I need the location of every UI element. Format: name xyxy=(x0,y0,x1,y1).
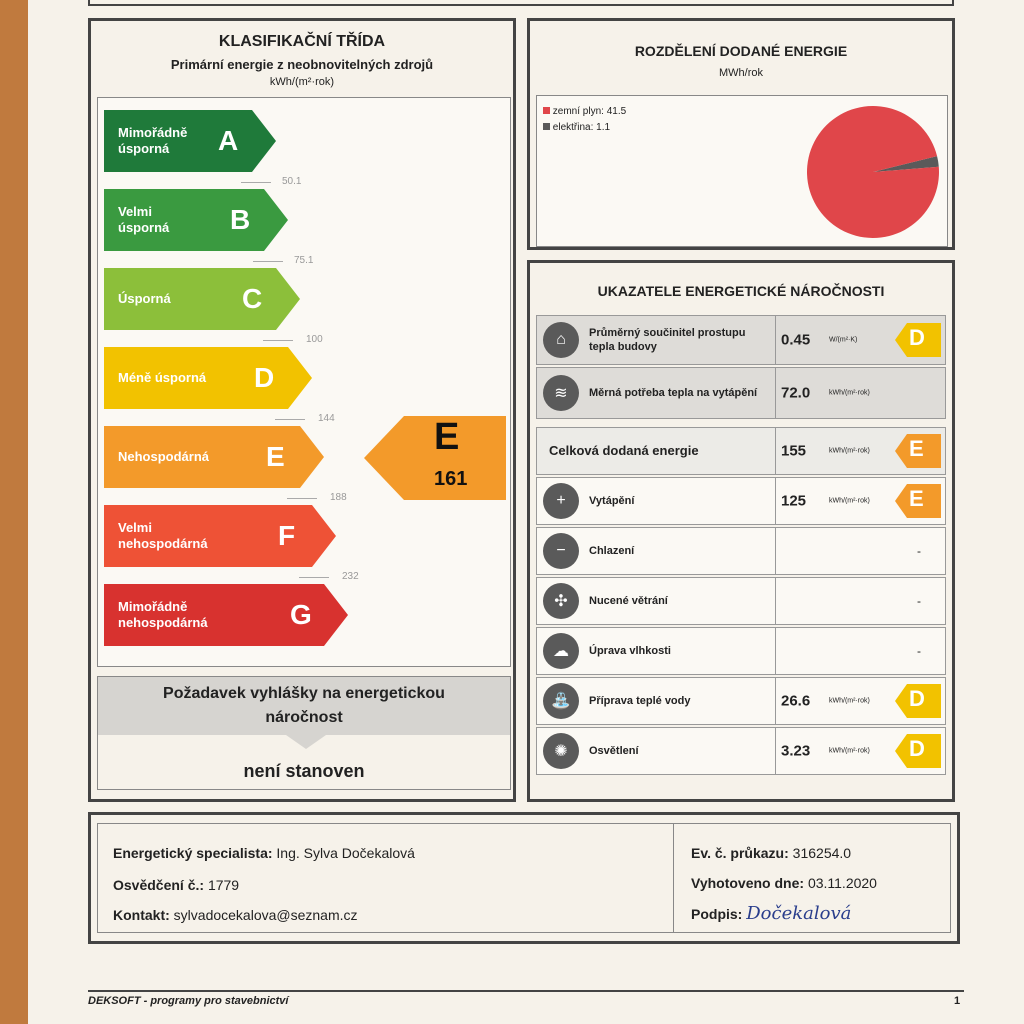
classification-subtitle: Primární energie z neobnovitelných zdrojů xyxy=(170,57,434,72)
indicator-row xyxy=(536,477,946,525)
indicator-class-letter: D xyxy=(909,736,925,761)
classification-title: KLASIFIKAČNÍ TŘÍDA xyxy=(218,33,386,50)
specialist-name: Ing. Sylva Dočekalová xyxy=(276,845,415,861)
heat-demand-icon: ≋ xyxy=(543,375,579,411)
indicator-row xyxy=(536,627,946,675)
class-label-line: Velmi xyxy=(118,520,152,535)
distribution-panel xyxy=(527,18,955,250)
energy-pie-chart xyxy=(803,102,943,242)
indicator-divider xyxy=(775,678,776,724)
indicator-unit: kWh/(m²·rok) xyxy=(829,697,870,705)
class-label-a xyxy=(118,110,187,172)
indicator-name: Celková dodaná energie xyxy=(549,443,699,458)
rating-letter: E xyxy=(434,416,460,458)
class-scale-box xyxy=(97,97,511,667)
class-label-e xyxy=(118,426,209,488)
class-label-line: Úsporná xyxy=(118,291,171,306)
class-label-line: úsporná xyxy=(118,141,170,156)
thermometer-plus-icon: + xyxy=(543,483,579,519)
indicator-divider xyxy=(775,478,776,524)
class-label-line: nehospodárná xyxy=(118,536,208,551)
requirement-value: není stanoven xyxy=(243,761,365,781)
ev-number: 316254.0 xyxy=(792,845,852,861)
contact-email[interactable]: sylvadocekalova@seznam.cz xyxy=(173,907,358,923)
class-arrow-g xyxy=(104,584,348,646)
class-arrow-c xyxy=(104,268,300,330)
requirement-title-line1: Požadavek vyhlášky na energetickou xyxy=(163,685,445,702)
indicator-value: 3.23 xyxy=(781,742,811,760)
thermometer-minus-icon: − xyxy=(543,533,579,569)
class-letter-e: E xyxy=(266,441,285,472)
indicator-value: 72.0 xyxy=(781,384,811,402)
class-threshold-f: 232 xyxy=(342,571,359,582)
indicator-divider xyxy=(775,316,776,364)
distribution-title: ROZDĚLENÍ DODANÉ ENERGIE xyxy=(634,43,848,59)
legend-item xyxy=(543,122,610,133)
date-row xyxy=(691,875,877,891)
indicator-row xyxy=(536,677,946,725)
indicator-row xyxy=(536,577,946,625)
requirement-header xyxy=(98,677,510,735)
issue-date: 03.11.2020 xyxy=(807,875,877,891)
indicator-class-badge xyxy=(895,323,941,357)
contact-label: Kontakt: xyxy=(113,907,170,923)
indicator-unit: W/(m²·K) xyxy=(829,336,858,344)
indicator-value: - xyxy=(917,594,921,608)
indicator-row xyxy=(536,427,946,475)
indicator-unit: kWh/(m²·rok) xyxy=(829,747,870,755)
indicator-value: 26.6 xyxy=(781,692,811,710)
class-label-g xyxy=(118,584,208,646)
indicator-unit: kWh/(m²·rok) xyxy=(829,389,870,397)
contact-row xyxy=(113,907,358,923)
footer-software: DEKSOFT - programy pro stavebnictví xyxy=(88,995,289,1007)
distribution-chart-box xyxy=(536,95,948,247)
classification-panel xyxy=(88,18,516,802)
signature: Dočekalová xyxy=(746,903,852,924)
footer-rule xyxy=(88,990,964,992)
class-threshold-a: 50.1 xyxy=(282,176,302,187)
class-label-line: Méně úsporná xyxy=(118,370,207,385)
indicator-divider xyxy=(775,578,776,624)
class-label-line: Mimořádně xyxy=(118,125,188,140)
class-arrow-e xyxy=(104,426,324,488)
specialist-name-row xyxy=(113,845,415,861)
indicator-divider xyxy=(775,628,776,674)
indicator-name: Vytápění xyxy=(589,495,635,507)
bulb-icon: ✺ xyxy=(543,733,579,769)
indicator-class-letter: D xyxy=(909,325,925,350)
rating-value: 161 xyxy=(434,468,468,490)
indicators-title: UKAZATELE ENERGETICKÉ NÁROČNOSTI xyxy=(597,283,885,299)
top-panel-edge xyxy=(88,0,954,6)
indicator-name: Úprava vlhkosti xyxy=(589,645,671,657)
class-threshold-d: 144 xyxy=(318,413,335,424)
indicator-value: 125 xyxy=(781,492,807,510)
legend-item xyxy=(543,106,626,117)
requirement-title-line2: náročnost xyxy=(265,709,343,726)
pie-slice-gas xyxy=(807,106,939,238)
class-label-line: Velmi xyxy=(118,204,152,219)
legend-label-gas: zemní plyn: 41.5 xyxy=(552,106,627,117)
specialist-panel xyxy=(88,812,960,944)
class-letter-g: G xyxy=(290,599,312,630)
indicator-name: Průměrný součinitel prostupu tepla budovy xyxy=(589,327,746,353)
class-letter-a: A xyxy=(218,125,239,156)
ev-row xyxy=(691,845,851,861)
class-label-line: Mimořádně xyxy=(118,599,188,614)
indicator-unit: kWh/(m²·rok) xyxy=(829,497,870,505)
indicator-value: 155 xyxy=(781,442,807,460)
class-arrow-b xyxy=(104,189,288,251)
class-label-line: úsporná xyxy=(118,220,170,235)
class-label-f xyxy=(118,505,208,567)
rating-arrow xyxy=(364,416,506,500)
cert-row xyxy=(113,877,239,893)
legend-swatch-electricity xyxy=(543,123,550,130)
cert-label: Osvědčení č.: xyxy=(113,877,205,893)
indicator-class-badge xyxy=(895,434,941,468)
indicator-row xyxy=(536,527,946,575)
sign-row xyxy=(691,903,851,924)
indicator-divider xyxy=(775,368,776,418)
legend-label-electricity: elektřina: 1.1 xyxy=(552,122,611,133)
class-letter-b: B xyxy=(230,204,251,235)
indicator-divider xyxy=(775,528,776,574)
class-arrow-f xyxy=(104,505,336,567)
indicator-name: Měrná potřeba tepla na vytápění xyxy=(589,387,758,399)
indicator-divider xyxy=(775,428,776,474)
requirement-pointer-icon xyxy=(286,735,326,749)
indicator-divider xyxy=(775,728,776,774)
indicator-name: Chlazení xyxy=(589,545,635,557)
indicator-name: Příprava teplé vody xyxy=(589,695,691,707)
class-threshold-b: 75.1 xyxy=(294,255,314,266)
class-label-line: Nehospodárná xyxy=(118,449,210,464)
indicator-row xyxy=(536,315,946,365)
class-arrow-d xyxy=(104,347,312,409)
class-threshold-e: 188 xyxy=(330,492,347,503)
indicator-value: - xyxy=(917,644,921,658)
class-letter-d: D xyxy=(254,362,275,393)
indicator-unit: kWh/(m²·rok) xyxy=(829,447,870,455)
specialist-name-label: Energetický specialista: xyxy=(113,845,273,861)
footer-page-number: 1 xyxy=(954,995,961,1007)
indicator-row xyxy=(536,367,946,419)
indicators-panel xyxy=(527,260,955,802)
requirement-box xyxy=(97,676,511,790)
indicator-class-badge xyxy=(895,484,941,518)
indicator-name: Osvětlení xyxy=(589,745,639,757)
class-label-line: nehospodárná xyxy=(118,615,208,630)
class-label-b xyxy=(118,189,169,251)
fan-icon: ✣ xyxy=(543,583,579,619)
indicator-value: 0.45 xyxy=(781,331,811,349)
class-letter-f: F xyxy=(278,520,296,551)
classification-unit: kWh/(m²·rok) xyxy=(269,76,335,88)
indicator-name: Nucené větrání xyxy=(589,595,668,607)
class-threshold-c: 100 xyxy=(306,334,323,345)
indicator-class-badge xyxy=(895,684,941,718)
legend-swatch-gas xyxy=(543,107,550,114)
specialist-divider xyxy=(673,823,674,933)
house-icon: ⌂ xyxy=(543,322,579,358)
distribution-unit: MWh/rok xyxy=(719,67,763,79)
indicator-class-badge xyxy=(895,734,941,768)
sign-label: Podpis: xyxy=(691,906,743,922)
class-arrow-a xyxy=(104,110,276,172)
date-label: Vyhotoveno dne: xyxy=(691,875,805,891)
indicator-class-letter: D xyxy=(909,686,925,711)
indicator-row xyxy=(536,727,946,775)
indicator-class-letter: E xyxy=(909,486,924,511)
class-letter-c: C xyxy=(242,283,263,314)
class-label-c xyxy=(118,268,171,330)
class-label-d xyxy=(118,347,206,409)
ev-label: Ev. č. průkazu: xyxy=(691,845,789,861)
cert-number: 1779 xyxy=(207,877,240,893)
faucet-icon: ⛲ xyxy=(543,683,579,719)
humidity-icon: ☁ xyxy=(543,633,579,669)
indicator-class-letter: E xyxy=(909,436,924,461)
indicator-value: - xyxy=(917,544,921,558)
